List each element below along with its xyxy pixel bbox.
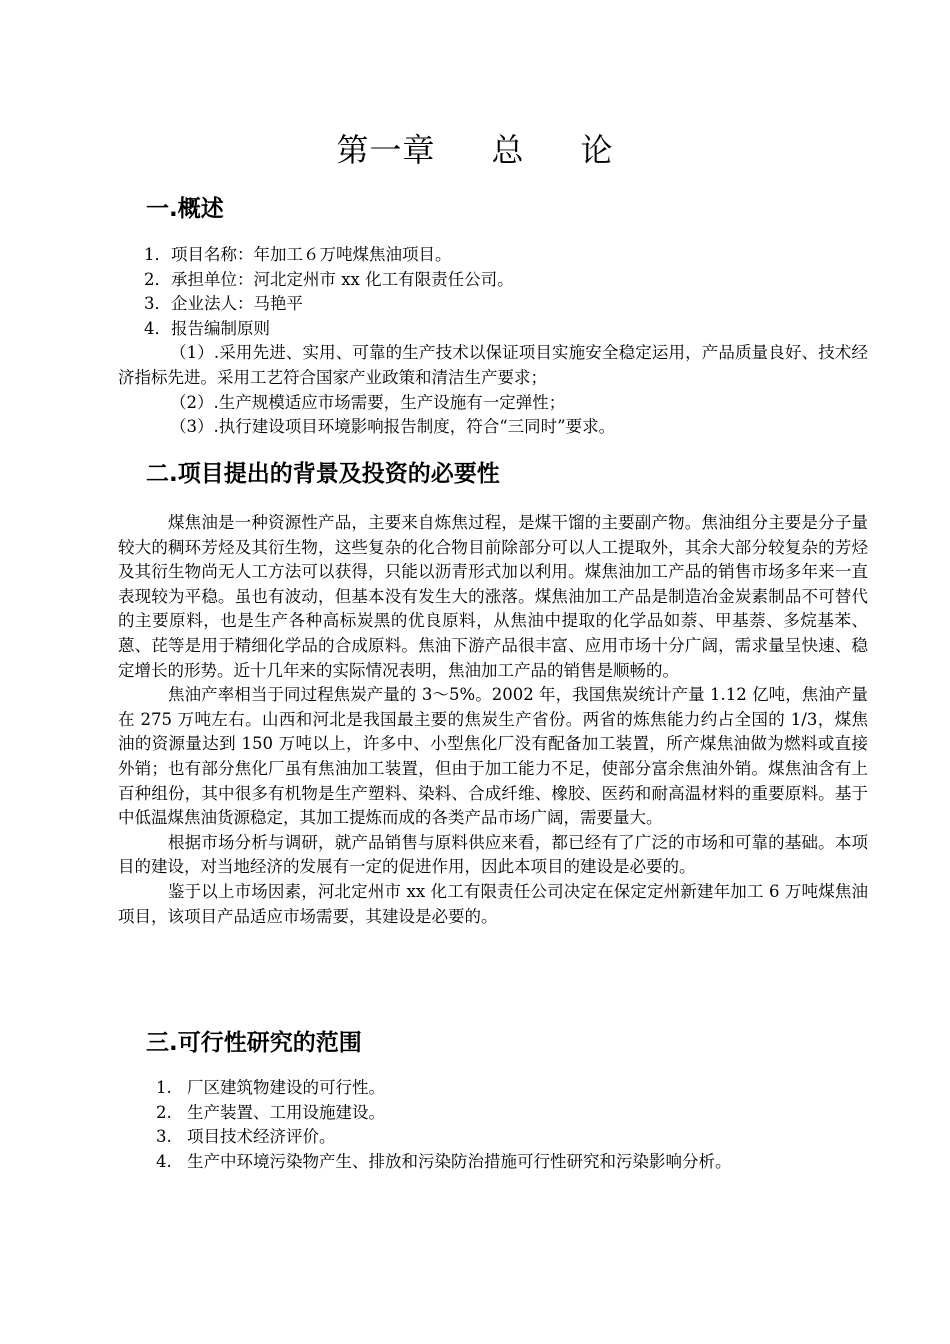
section-heading-scope: 三.可行性研究的范围 (146, 1030, 362, 1056)
body-paragraph: 煤焦油是一种资源性产品，主要来自炼焦过程，是煤干馏的主要副产物。焦油组分主要是分子量较大的稠环芳烃及其衍生物，这些复杂的化合物目前除部分可以人工提取外，其余大部分较复杂的芳烃及其衍生物尚无人工方法可以获得，只能以沥青形式加以利用。煤焦油加工产品的销售市场多年来一直表现较为平稳。虽也有波动，但基本没有发生大的涨落。煤焦油加工产品是制造冶金炭素制品不可替代的主要原料，也是生产各种高标炭黑的优良原料，从焦油中提取的化学品如萘、甲基萘、多烷基苯、蒽、芘等是用于精细化学品的合成原料。焦油下游产品很丰富、应用市场十分广阔，需求量呈快速、稳定增长的形势。近十几年来的实际情况表明，焦油加工产品的销售是顺畅的。 (118, 513, 868, 680)
chapter-title-word-2: 论 (580, 131, 614, 169)
list-item: 2. 生产装置、工用设施建设。 (156, 1102, 385, 1122)
chapter-number: 第一章 (336, 131, 436, 169)
scope-list (156, 1076, 876, 1174)
overview-list (118, 243, 868, 440)
chapter-title-word-1: 总 (491, 131, 525, 169)
body-paragraph: 鉴于以上市场因素，河北定州市 xx 化工有限责任公司决定在保定定州新建年加工 6 万吨煤焦油项目，该项目产品适应市场需要，其建设是必要的。 (118, 881, 868, 926)
list-item: 1．项目名称：年加工６万吨煤焦油项目。 (144, 245, 452, 264)
list-item: 2．承担单位：河北定州市 xx 化工有限责任公司。 (144, 269, 514, 289)
section-heading-overview: 一.概述 (146, 196, 224, 222)
list-item: 4．报告编制原则 (144, 318, 270, 338)
list-item: 3. 项目技术经济评价。 (156, 1127, 336, 1147)
principle-item: （1）.采用先进、实用、可靠的生产技术以保证项目实施安全稳定运用，产品质量良好、技术经济指标先进。采用工艺符合国家产业政策和清洁生产要求； (118, 343, 868, 387)
body-paragraph: 焦油产率相当于同过程焦炭产量的 3～5%。2002 年，我国焦炭统计产量 1.12 亿吨，焦油产量在 275 万吨左右。山西和河北是我国最主要的焦炭生产省份。两省的炼焦能力约占全国的 1/3，煤焦油的资源量达到 150 万吨以上，许多中、小型焦化厂没有配备加工装置，所产煤焦油做为燃料或直接外销；也有部分焦化厂虽有焦油加工装置，但由于加工能力不足，使部分富余焦油外销。煤焦油含有上百种组份，其中很多有机物是生产塑料、染料、合成纤维、橡胶、医药和耐高温材料的重要原料。基于中低温煤焦油货源稳定，其加工提炼而成的各类产品市场广阔，需要量大。 (118, 685, 868, 828)
body-paragraph: 根据市场分析与调研，就产品销售与原料供应来看，都已经有了广泛的市场和可靠的基础。本项目的建设，对当地经济的发展有一定的促进作用，因此本项目的建设是必要的。 (118, 832, 868, 877)
principle-item: （3）.执行建设项目环境影响报告制度，符合“三同时”要求。 (170, 417, 616, 437)
list-item: 1. 厂区建筑物建设的可行性。 (156, 1078, 385, 1097)
section-heading-background: 二.项目提出的背景及投资的必要性 (146, 461, 500, 487)
list-item: 4. 生产中环境污染物产生、排放和污染防治措施可行性研究和污染影响分析。 (156, 1151, 732, 1171)
list-item: 3．企业法人：马艳平 (144, 294, 303, 314)
chapter-title (0, 128, 950, 172)
principle-item: （2）.生产规模适应市场需要，生产设施有一定弹性； (170, 392, 566, 412)
background-body (118, 511, 868, 929)
